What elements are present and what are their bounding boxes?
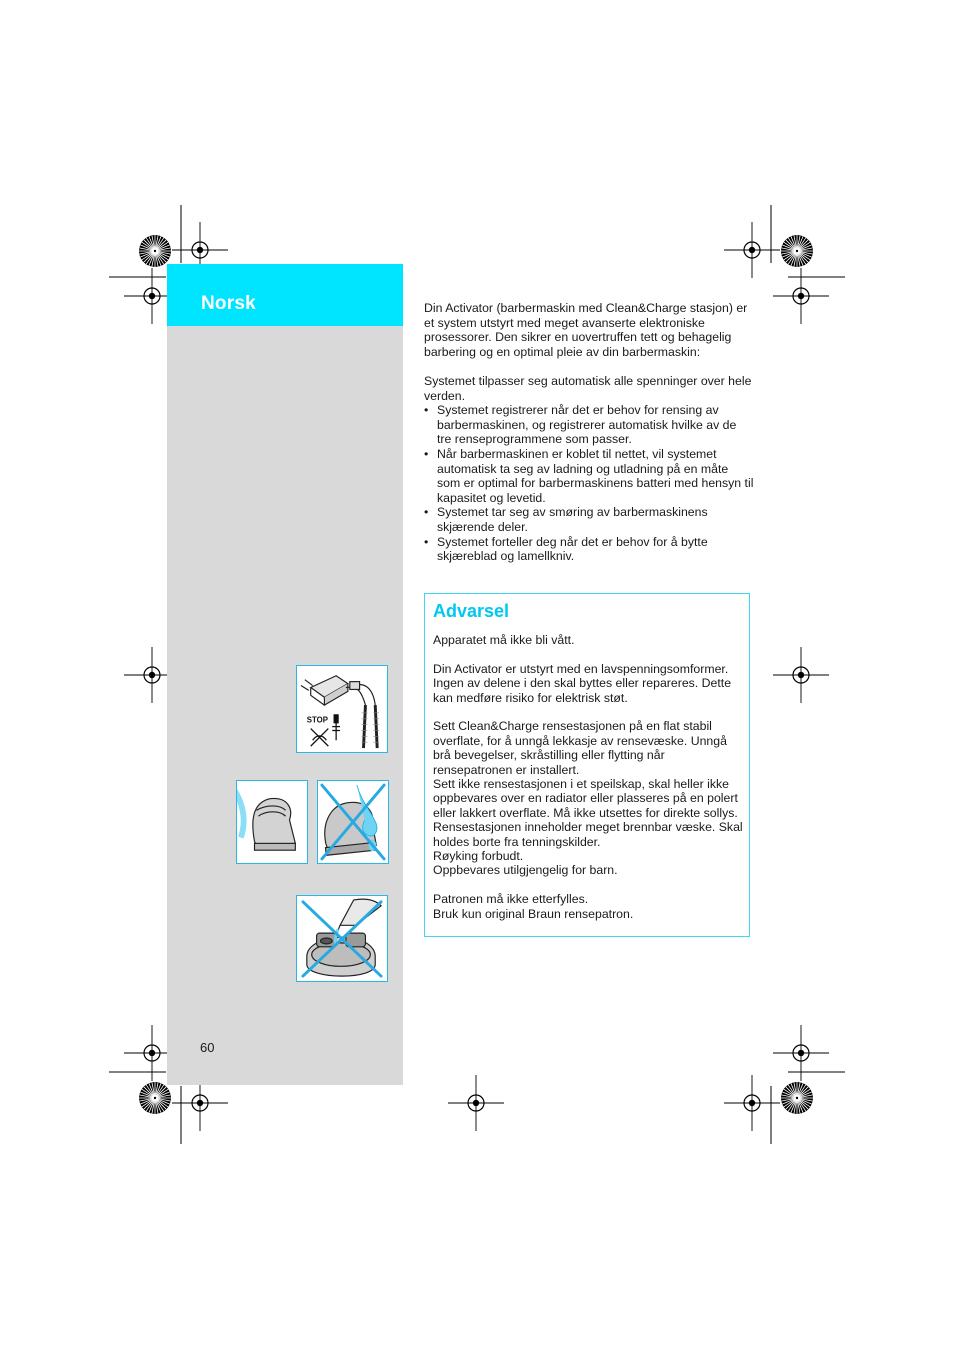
stop-label: STOP [306, 715, 328, 725]
bullet-icon: • [424, 534, 429, 549]
no-refill-illustration [296, 895, 388, 982]
list-item: • Systemet forteller deg når det er behov for å bytte skjæreblad og lamellkniv. [424, 534, 708, 564]
bullet-icon: • [424, 446, 429, 461]
language-title: Norsk [201, 293, 256, 314]
warning-paragraph: Apparatet må ikke bli vått. [433, 633, 575, 647]
warning-paragraph: Bruk kun original Braun rensepatron. [433, 906, 634, 921]
warning-paragraph: Sett ikke rensestasjonen i et speilskap, skal heller ikke oppbevares over en radiator eller plasseres på en polert eller lakkert overflate. Må ikke utsettes for direkte sollys. Rensestasjonen inneholder meget brennbar væske. Skal holdes borte fra tenningskilder. [433, 777, 743, 849]
bullet-icon: • [424, 505, 429, 520]
page-number: 60 [200, 1040, 215, 1055]
warning-paragraph: Røyking forbudt. [433, 849, 524, 864]
warning-title: Advarsel [433, 601, 510, 621]
feature-list [424, 403, 754, 564]
power-plug-illustration [296, 665, 388, 753]
warning-paragraph: Sett Clean&Charge rensestasjonen på en flat stabil overflate, for å unngå lekkasje av rensevæske. Unngå brå bevegelser, skråstilling eller flytting når rensepatronen er installert. [433, 719, 727, 777]
no-water-illustration [317, 780, 389, 864]
warning-body [433, 633, 745, 921]
warning-paragraph: Din Activator er utstyrt med en lavspenningsomformer. Ingen av delene i den skal byttes eller repareres. Dette kan medføre risiko for elektrisk støt. [433, 661, 732, 705]
intro-paragraph: Din Activator (barbermaskin med Clean&Charge stasjon) er et system utstyrt med meget avanserte elektroniske prosessorer. Den sikrer en uovertruffen tett og behagelig barbering og en optimal pleie av din barbermaskin: [424, 301, 748, 359]
list-item: • Systemet tar seg av smøring av barbermaskinens skjærende deler. [424, 505, 708, 534]
shaver-head-illustration [236, 780, 308, 864]
intro-section [424, 301, 754, 564]
list-item: • Systemet registrerer når det er behov for rensing av barbermaskinen, og registrerer automatisk hvilke av de tre renseprogrammene som passer. [424, 403, 737, 447]
bullet-icon: • [424, 403, 429, 418]
warning-paragraph: Oppbevares utilgjengelig for barn. [433, 863, 618, 878]
intro-paragraph: Systemet tilpasser seg automatisk alle spenninger over hele verden. [424, 373, 752, 403]
warning-paragraph: Patronen må ikke etterfylles. [433, 892, 589, 907]
list-item: • Når barbermaskinen er koblet til nettet, vil systemet automatisk ta seg av ladning og utladning på en måte som er optimal for barbermaskinens batteri med hensyn til kapasitet og levetid. [424, 446, 754, 505]
